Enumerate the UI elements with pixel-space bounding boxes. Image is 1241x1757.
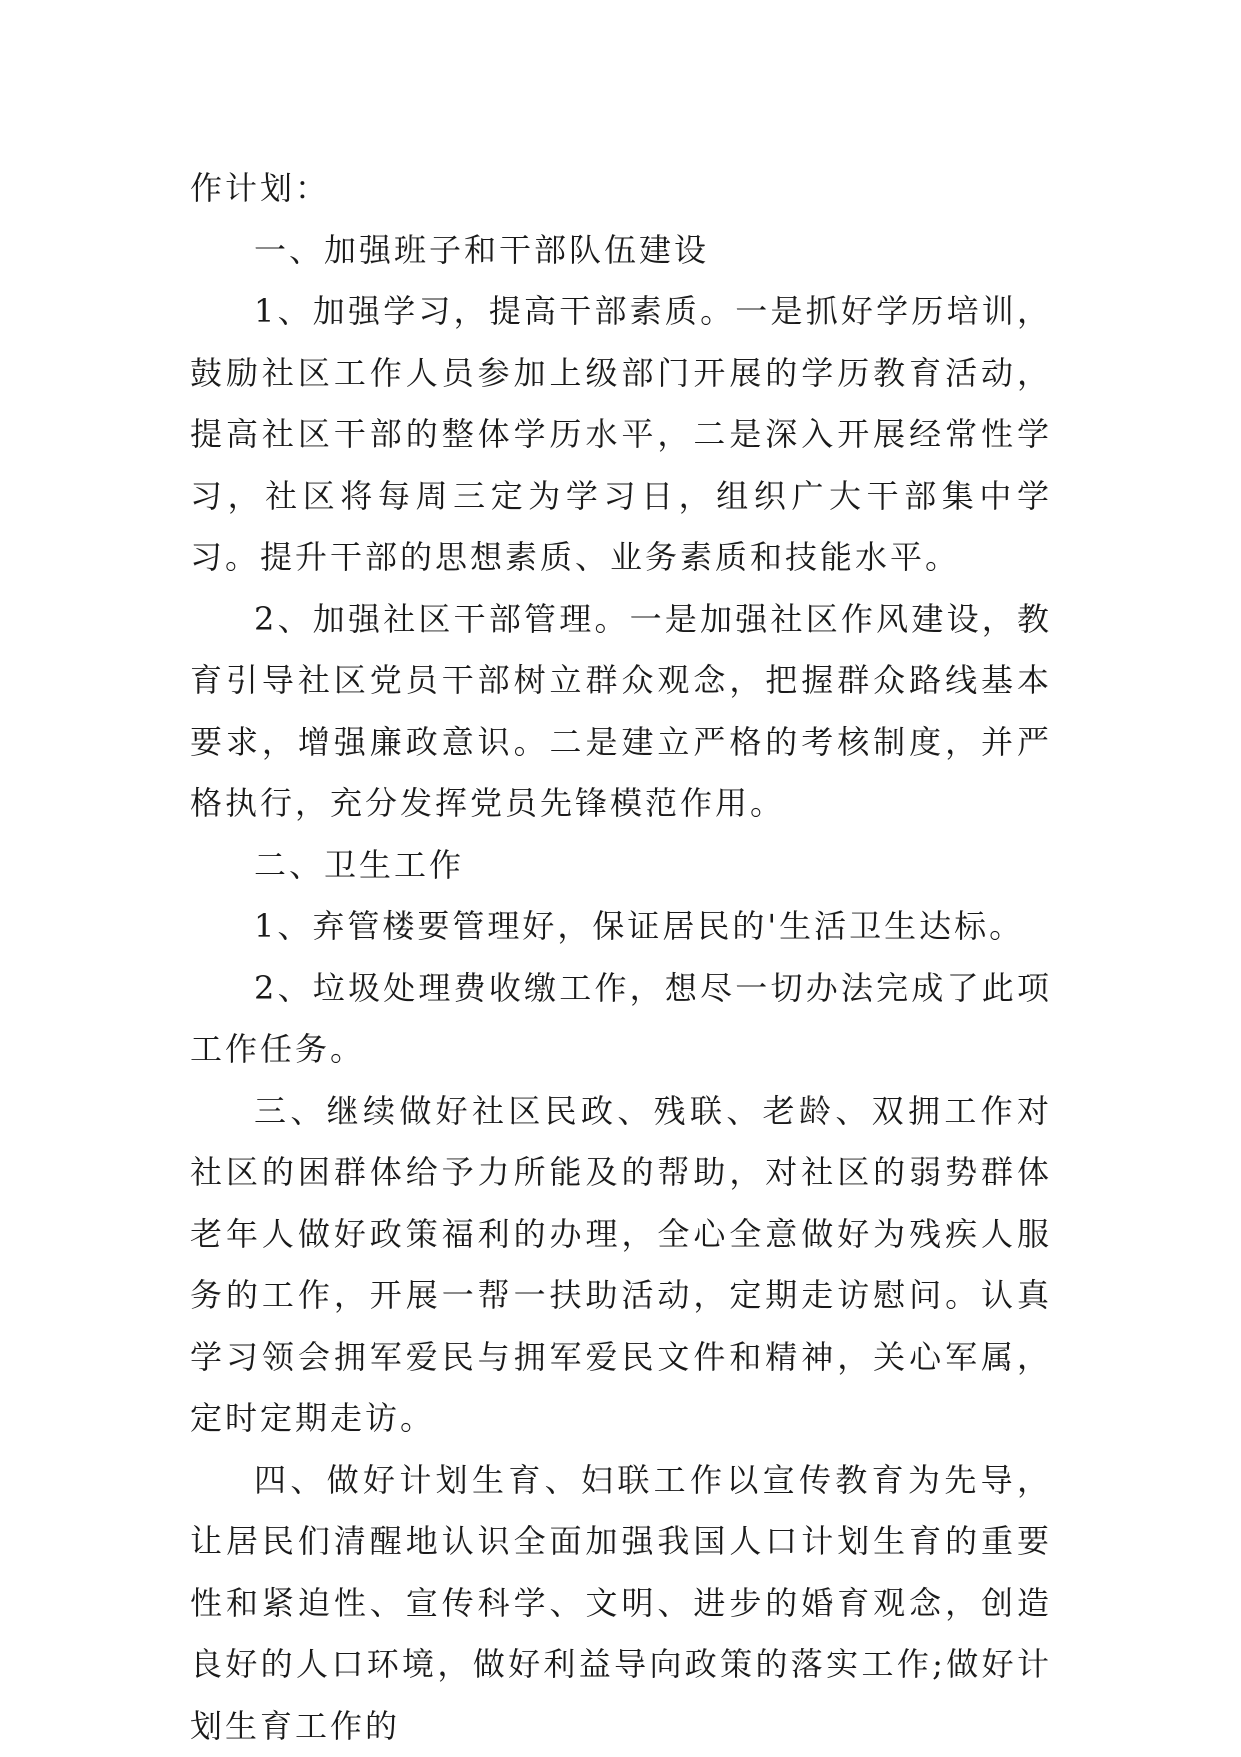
section-civil-affairs: 三、继续做好社区民政、残联、老龄、双拥工作对社区的困群体给予力所能及的帮助，对社区的弱势群体老年人做好政策福利的办理，全心全意做好为残疾人服务的工作，开展一帮一扶助活动，定期走访慰问。认真学习领会拥军爱民与拥军爱民文件和精神，关心军属，定时定期走访。 <box>190 1081 1052 1450</box>
section-heading-team-building: 一、加强班子和干部队伍建设 <box>190 220 1052 282</box>
section-heading-sanitation: 二、卫生工作 <box>190 835 1052 897</box>
paragraph-strengthen-learning: 1、加强学习，提高干部素质。一是抓好学历培训，鼓励社区工作人员参加上级部门开展的学历教育活动，提高社区干部的整体学历水平，二是深入开展经常性学习，社区将每周三定为学习日，组织广大干部集中学习。提升干部的思想素质、业务素质和技能水平。 <box>190 281 1052 589</box>
paragraph-continuation: 作计划： <box>190 158 1052 220</box>
document-body <box>190 158 1052 1757</box>
paragraph-cadre-management: 2、加强社区干部管理。一是加强社区作风建设，教育引导社区党员干部树立群众观念，把握群众路线基本要求，增强廉政意识。二是建立严格的考核制度，并严格执行，充分发挥党员先锋模范作用。 <box>190 589 1052 835</box>
paragraph-abandoned-buildings: 1、弃管楼要管理好，保证居民的'生活卫生达标。 <box>190 896 1052 958</box>
paragraph-garbage-fee: 2、垃圾处理费收缴工作，想尽一切办法完成了此项工作任务。 <box>190 958 1052 1081</box>
section-family-planning: 四、做好计划生育、妇联工作以宣传教育为先导，让居民们清醒地认识全面加强我国人口计划生育的重要性和紧迫性、宣传科学、文明、进步的婚育观念，创造良好的人口环境，做好利益导向政策的落实工作;做好计划生育工作的 <box>190 1450 1052 1757</box>
